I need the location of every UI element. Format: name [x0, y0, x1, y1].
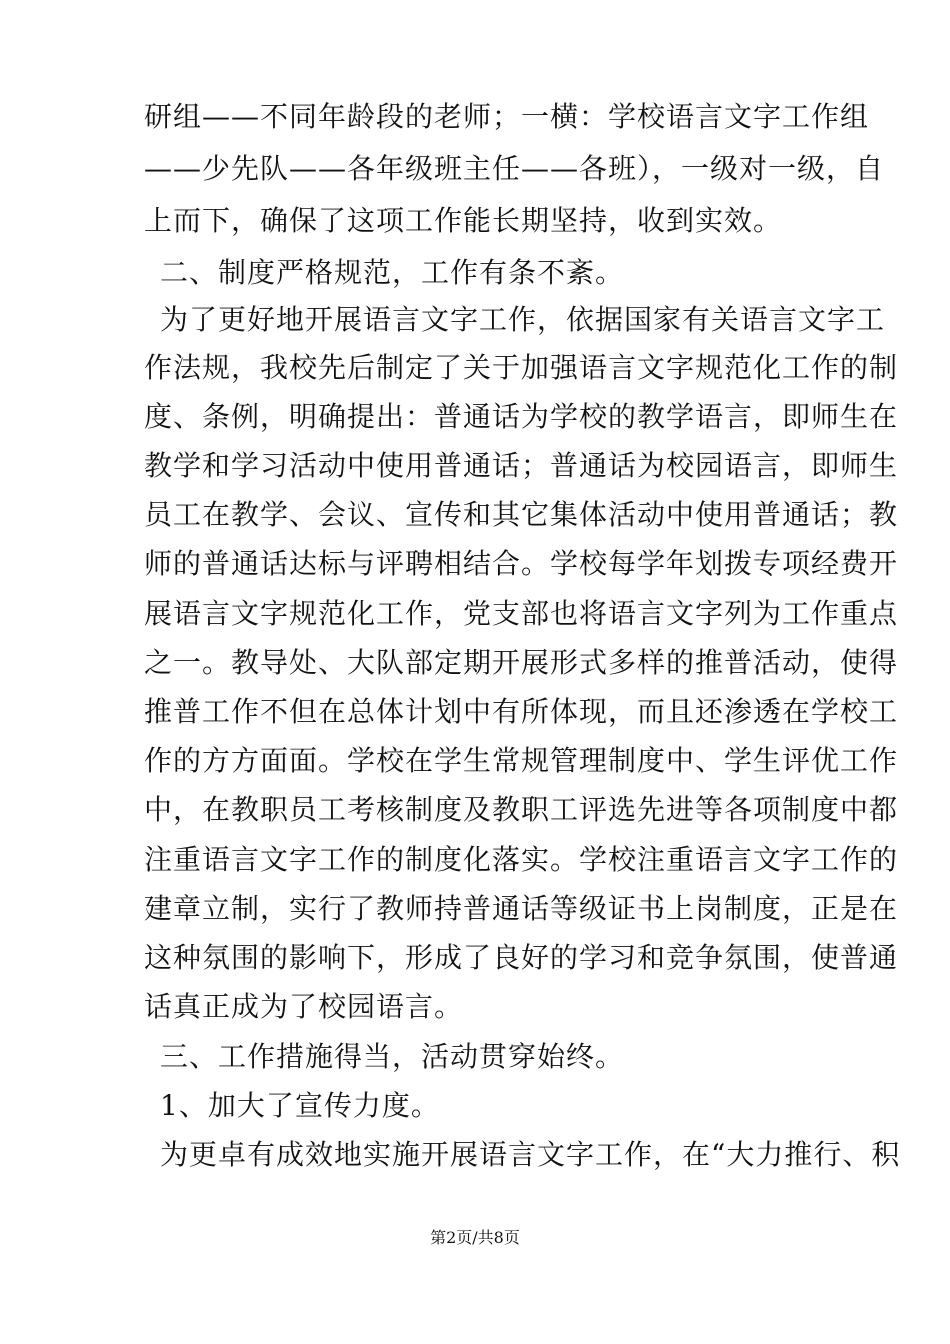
subsection-heading: 1、加大了宣传力度。 — [160, 1089, 440, 1122]
text-line: 为更卓有成效地实施开展语言文字工作，在“大力推行、积 — [160, 1138, 901, 1171]
text-line: ——少先队——各年级班主任——各班），一级对一级，自 — [144, 152, 885, 185]
text-line: 员工在教学、会议、宣传和其它集体活动中使用普通话；教 — [144, 498, 899, 531]
text-line: 作法规，我校先后制定了关于加强语言文字规范化工作的制 — [144, 351, 899, 384]
text-line: 为了更好地开展语言文字工作，依据国家有关语言文字工 — [160, 303, 886, 336]
text-line: 建章立制，实行了教师持普通话等级证书上岗制度，正是在 — [144, 892, 899, 925]
text-line: 上而下，确保了这项工作能长期坚持，收到实效。 — [144, 204, 783, 237]
text-line: 度、条例，明确提出：普通话为学校的教学语言，即师生在 — [144, 400, 899, 433]
page-number-footer: 第2页/共8页 — [430, 1228, 520, 1247]
text-line: 之一。教导处、大队部定期开展形式多样的推普活动，使得 — [144, 646, 899, 679]
text-line: 话真正成为了校园语言。 — [144, 990, 464, 1023]
text-line: 作的方方面面。学校在学生常规管理制度中、学生评优工作 — [144, 744, 899, 777]
text-line: 师的普通话达标与评聘相结合。学校每学年划拨专项经费开 — [144, 547, 899, 580]
section-heading: 三、工作措施得当，活动贯穿始终。 — [160, 1040, 625, 1073]
text-line: 教学和学习活动中使用普通话；普通话为校园语言，即师生 — [144, 449, 899, 482]
text-line: 研组——不同年龄段的老师；一横：学校语言文字工作组 — [144, 100, 870, 133]
text-line: 这种氛围的影响下，形成了良好的学习和竞争氛围，使普通 — [144, 941, 899, 974]
text-line: 注重语言文字工作的制度化落实。学校注重语言文字工作的 — [144, 843, 899, 876]
text-line: 中，在教职员工考核制度及教职工评选先进等各项制度中都 — [144, 793, 899, 826]
text-line: 展语言文字规范化工作，党支部也将语言文字列为工作重点 — [144, 597, 899, 630]
section-heading: 二、制度严格规范，工作有条不紊。 — [160, 256, 625, 289]
text-line: 推普工作不但在总体计划中有所体现，而且还渗透在学校工 — [144, 695, 899, 728]
